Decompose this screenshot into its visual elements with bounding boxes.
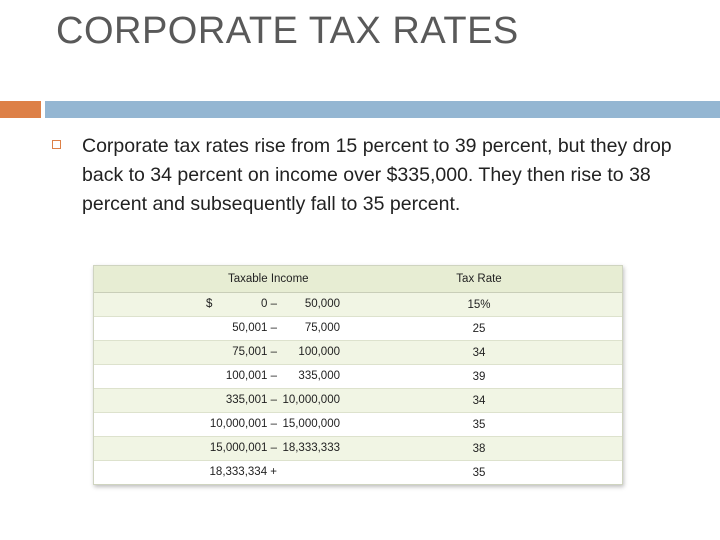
- table-header: [94, 266, 622, 293]
- tax-rate-cell: 35: [472, 418, 486, 431]
- table-row: [94, 437, 622, 461]
- tax-rate-table: [93, 265, 623, 485]
- table-row: [94, 293, 622, 317]
- income-low: 100,001 –: [225, 370, 277, 382]
- income-low: 18,333,334 +: [209, 466, 277, 478]
- income-high: 10,000,000: [282, 394, 340, 406]
- header-tax-rate: Tax Rate: [456, 273, 502, 285]
- title-rule-accent: [0, 101, 41, 118]
- table-row: [94, 365, 622, 389]
- tax-rate-cell: 39: [472, 370, 486, 383]
- income-low: 75,001 –: [232, 346, 277, 358]
- income-high: 15,000,000: [282, 418, 340, 430]
- income-low: 10,000,001 –: [209, 418, 277, 430]
- income-low: 50,001 –: [232, 322, 277, 334]
- tax-rate-cell: 34: [472, 394, 486, 407]
- tax-rate-cell: 38: [472, 442, 486, 455]
- tax-rate-cell: 25: [472, 322, 486, 335]
- dollar-sign: $: [206, 298, 213, 310]
- table-row: [94, 341, 622, 365]
- table-row: [94, 389, 622, 413]
- income-high: 75,000: [304, 322, 340, 334]
- table-row: [94, 317, 622, 341]
- income-high: 100,000: [298, 346, 340, 358]
- slide-title: CORPORATE TAX RATES: [56, 10, 519, 52]
- bullet-text: Corporate tax rates rise from 15 percent to 39 percent, but they drop back to 34 percent on income over $335,000. They then rise to 38 percent and subsequently fall to 35 percent.: [82, 135, 672, 215]
- income-high: 335,000: [298, 370, 340, 382]
- title-rule-bar: [45, 101, 720, 118]
- tax-rate-cell: 15%: [467, 298, 491, 311]
- income-low: 0 –: [261, 298, 277, 310]
- income-high: 18,333,333: [282, 442, 340, 454]
- table-row: [94, 413, 622, 437]
- tax-rate-cell: 34: [472, 346, 486, 359]
- income-high: 50,000: [304, 298, 340, 310]
- header-taxable-income: Taxable Income: [228, 273, 309, 285]
- tax-rate-cell: 35: [472, 466, 486, 479]
- table-row: [94, 461, 622, 484]
- income-low: 15,000,001 –: [209, 442, 277, 454]
- income-low: 335,001 –: [225, 394, 277, 406]
- square-bullet-icon: [52, 140, 61, 149]
